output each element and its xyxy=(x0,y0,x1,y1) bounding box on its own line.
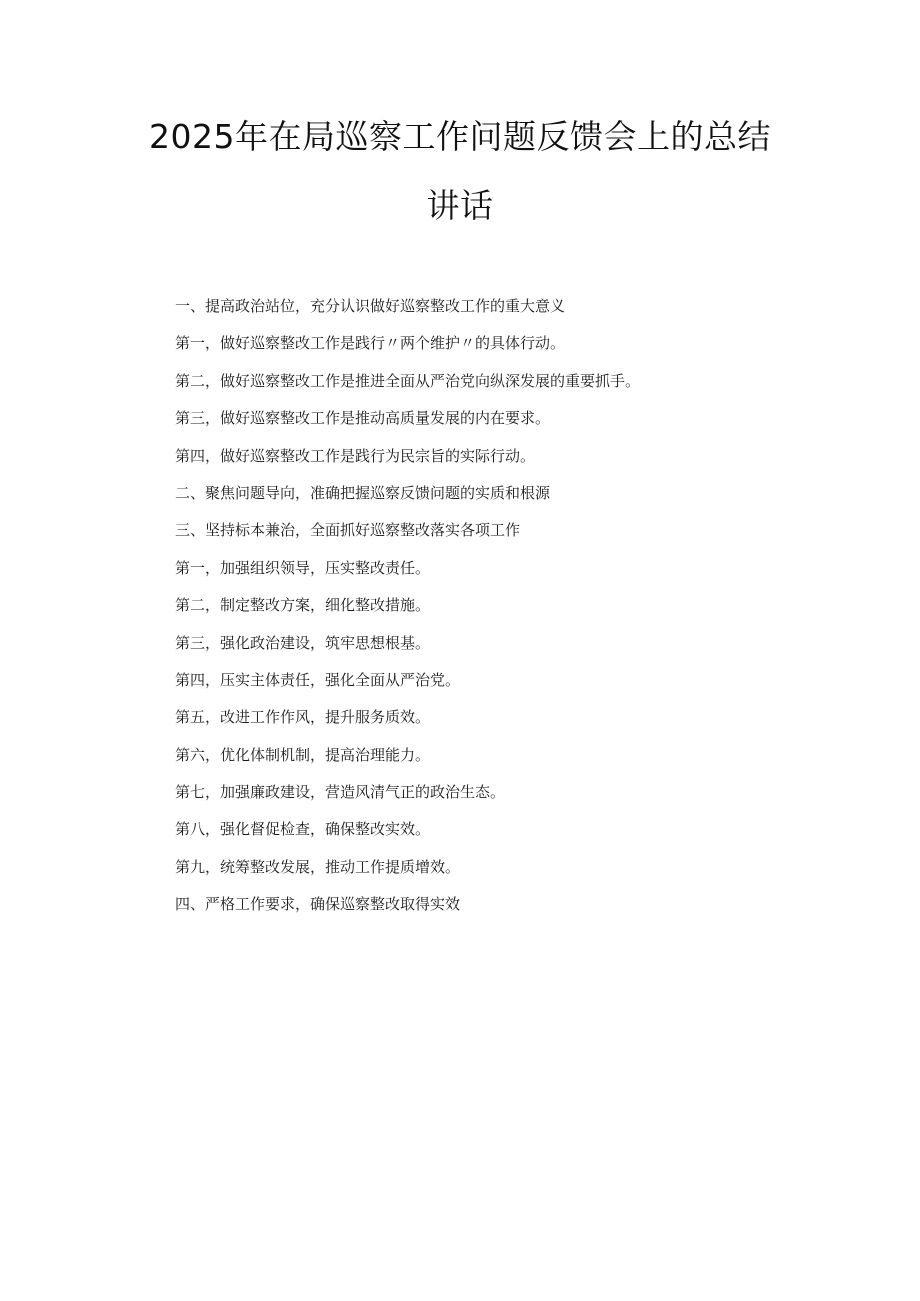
outline-heading-1: 一、提高政治站位，充分认识做好巡察整改工作的重大意义 xyxy=(175,297,566,315)
outline-item: 第四，做好巡察整改工作是践行为民宗旨的实际行动。 xyxy=(175,446,536,465)
outline-item: 第二，制定整改方案，细化整改措施。 xyxy=(175,596,431,615)
outline-item: 第六，优化体制机制，提高治理能力。 xyxy=(175,745,431,764)
document-outline xyxy=(175,296,875,932)
outline-item: 第一，做好巡察整改工作是践行〃两个维护〃的具体行动。 xyxy=(175,334,566,353)
outline-item: 第七，加强廉政建设，营造风清气正的政治生态。 xyxy=(175,783,506,802)
outline-item: 第八，强化督促检查，确保整改实效。 xyxy=(175,820,431,839)
outline-item: 第一，加强组织领导，压实整改责任。 xyxy=(175,558,431,577)
outline-item: 第四，压实主体责任，强化全面从严治党。 xyxy=(175,670,461,689)
document-title-line-2: 讲话 xyxy=(426,186,494,225)
outline-item: 第九，统筹整改发展，推动工作提质增效。 xyxy=(175,857,461,876)
document-title-line-1: 2025年在局巡察工作问题反馈会上的总结 xyxy=(149,117,771,156)
outline-item: 第三，做好巡察整改工作是推动高质量发展的内在要求。 xyxy=(175,409,551,428)
outline-item: 第三，强化政治建设，筑牢思想根基。 xyxy=(175,633,431,652)
outline-heading-4: 四、严格工作要求，确保巡察整改取得实效 xyxy=(175,895,461,914)
outline-heading-2: 二、聚焦问题导向，准确把握巡察反馈问题的实质和根源 xyxy=(175,483,551,502)
outline-item: 第二，做好巡察整改工作是推进全面从严治党向纵深发展的重要抓手。 xyxy=(175,371,641,390)
outline-item: 第五，改进工作作风，提升服务质效。 xyxy=(175,708,431,727)
outline-heading-3: 三、坚持标本兼治，全面抓好巡察整改落实各项工作 xyxy=(175,521,521,540)
